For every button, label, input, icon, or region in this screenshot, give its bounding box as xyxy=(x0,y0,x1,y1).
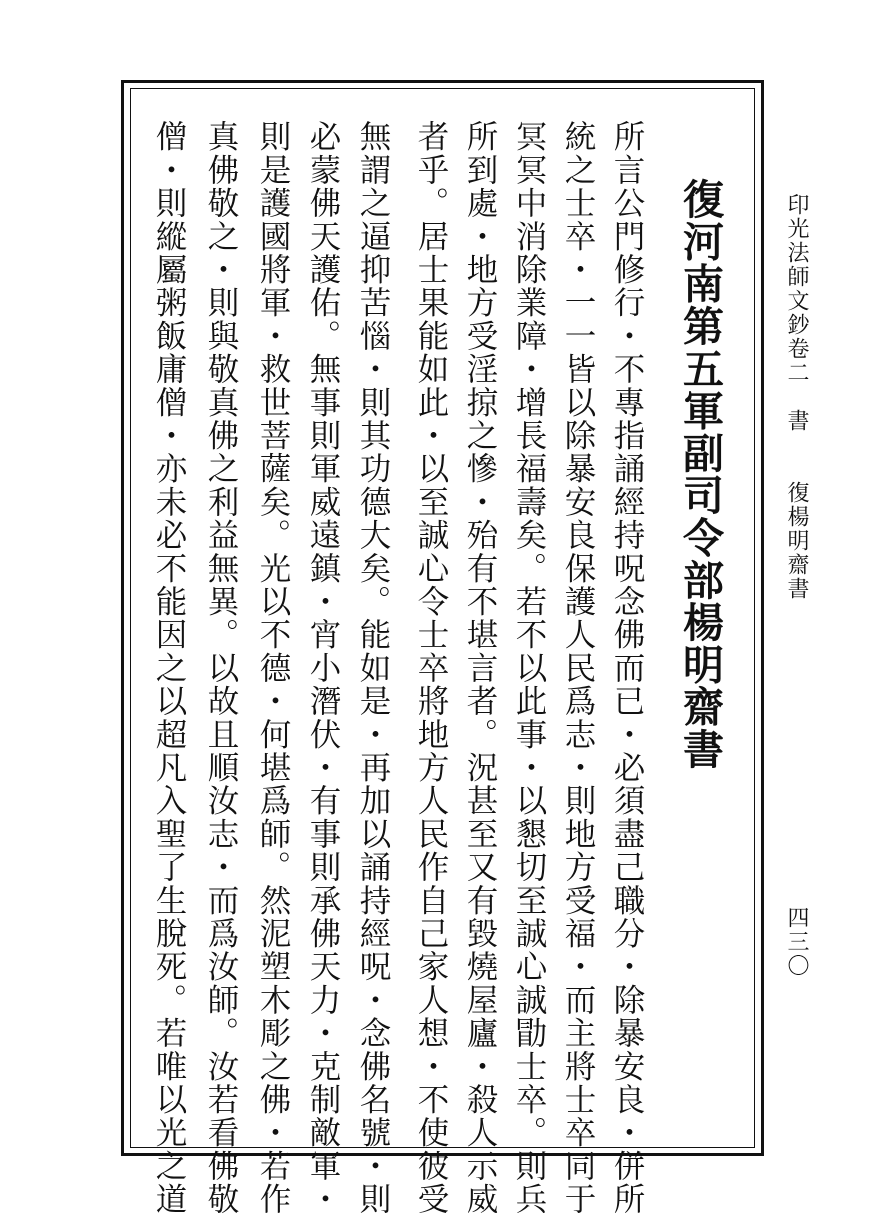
body-column-3: 冥冥中消除業障・增長福壽矣。若不以此事・以懇切至誠心誠勖士卒。則兵 xyxy=(511,120,547,1216)
body-column-4: 所到處・地方受淫掠之慘・殆有不堪言者。況甚至又有毀燒屋廬・殺人示威 xyxy=(462,120,498,1216)
letter-title: 復河南第五軍副司令部楊明齋書 xyxy=(676,178,724,771)
body-column-9: 真佛敬之・則與敬真佛之利益無異。以故且順汝志・而爲汝師。汝若看佛敬 xyxy=(203,120,239,1216)
page-number: 四三〇 xyxy=(784,906,809,978)
body-column-10: 僧・則縱屬粥飯庸僧・亦未必不能因之以超凡入聖了生脫死。若唯以光之道 xyxy=(151,120,187,1216)
body-column-7: 必蒙佛天護佑。無事則軍威遠鎮・宵小潛伏・有事則承佛天力・克制敵軍・ xyxy=(305,120,341,1216)
running-head: 印光法師文鈔卷二 書 復楊明齋書 xyxy=(784,193,809,601)
body-column-5: 者乎。居士果能如此・以至誠心令士卒將地方人民作自己家人想・不使彼受 xyxy=(413,120,449,1216)
body-column-8: 則是護國將軍・救世菩薩矣。光以不德・何堪爲師。然泥塑木彫之佛・若作 xyxy=(255,120,291,1216)
body-column-2: 統之士卒・一一皆以除暴安良保護人民爲志・則地方受福・而主將士卒同于 xyxy=(560,120,596,1216)
body-column-1: 所言公門修行・不專指誦經持呪念佛而已・必須盡己職分・除暴安良・併所 xyxy=(609,120,645,1216)
body-column-6: 無謂之逼抑苦惱・則其功德大矣。能如是・再加以誦持經呪・念佛名號・則 xyxy=(355,120,391,1216)
